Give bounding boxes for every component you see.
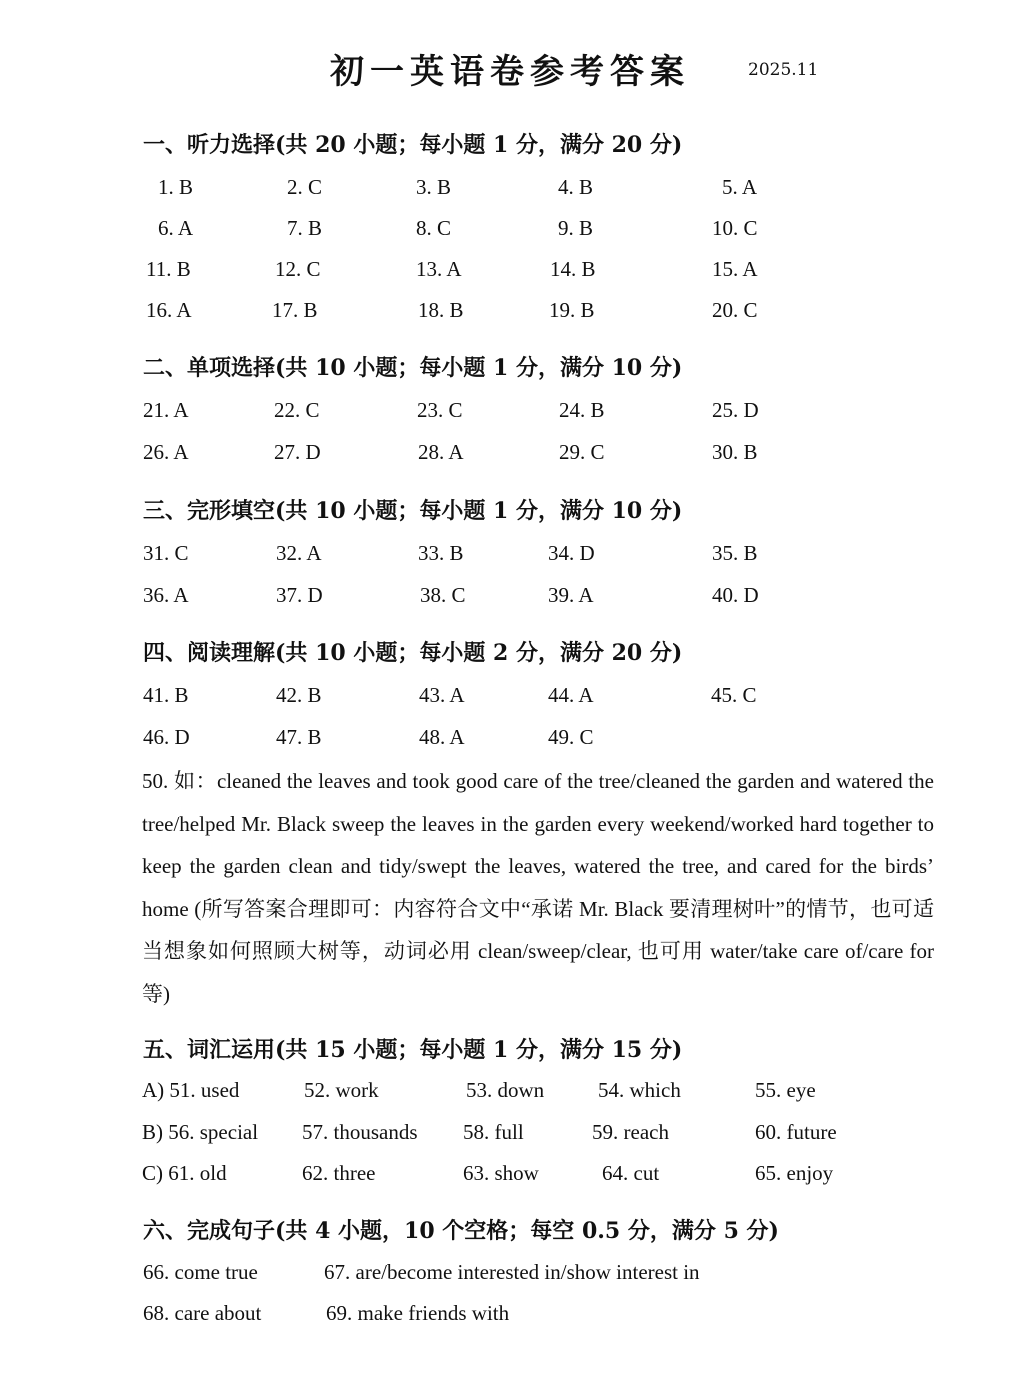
page-title: 初一英语卷参考答案 bbox=[330, 52, 690, 92]
answer-item: 17. B bbox=[272, 298, 318, 322]
answer-item: 38. C bbox=[420, 583, 466, 607]
answer-item: 6. A bbox=[158, 216, 194, 240]
answer-item: 13. A bbox=[416, 257, 462, 281]
section-6-heading: 六、完成句子(共 4 小题，10 个空格；每空 0.5 分，满分 5 分) bbox=[143, 1218, 779, 1244]
answer-item: 18. B bbox=[418, 298, 464, 322]
answer-item: 46. D bbox=[143, 725, 190, 749]
answer-item: 11. B bbox=[146, 257, 191, 281]
answer-item: 41. B bbox=[143, 683, 189, 707]
answer-item: 54. which bbox=[598, 1078, 681, 1102]
answer-row bbox=[0, 683, 1025, 713]
answer-item: 3. B bbox=[416, 175, 452, 199]
answer-item: 39. A bbox=[548, 583, 594, 607]
answer-item: 4. B bbox=[558, 175, 594, 199]
answer-item: 53. down bbox=[466, 1078, 545, 1102]
section-3-heading: 三、完形填空(共 10 小题；每小题 1 分，满分 10 分) bbox=[143, 498, 683, 524]
answer-row bbox=[0, 1120, 1025, 1150]
answer-item: 5. A bbox=[722, 175, 758, 199]
answer-item: 64. cut bbox=[602, 1161, 660, 1185]
answer-item: 45. C bbox=[711, 683, 757, 707]
answer-row bbox=[0, 583, 1025, 613]
answer-row bbox=[0, 1260, 1025, 1290]
answer-item: 44. A bbox=[548, 683, 594, 707]
answer-item: 47. B bbox=[276, 725, 322, 749]
answer-item: 66. come true bbox=[143, 1260, 258, 1284]
answer-row bbox=[0, 398, 1025, 428]
answer-item: 12. C bbox=[275, 257, 321, 281]
answer-item: 20. C bbox=[712, 298, 758, 322]
answer-item: 52. work bbox=[304, 1078, 379, 1102]
answer-row bbox=[0, 725, 1025, 755]
answer-row bbox=[0, 175, 1025, 205]
answer-row bbox=[0, 257, 1025, 287]
answer-item: 67. are/become interested in/show interest in bbox=[324, 1260, 700, 1284]
answer-item: 10. C bbox=[712, 216, 758, 240]
answer-item: 22. C bbox=[274, 398, 320, 422]
answer-item: 9. B bbox=[558, 216, 594, 240]
section-2-heading: 二、单项选择(共 10 小题；每小题 1 分，满分 10 分) bbox=[143, 355, 683, 381]
answer-item: 8. C bbox=[416, 216, 452, 240]
answer-row bbox=[0, 216, 1025, 246]
answer-item: 68. care about bbox=[143, 1301, 262, 1325]
question-50-answer: 50. 如：cleaned the leaves and took good care of the tree/cleaned the garden and watered the tree/helped Mr. Black sweep the leaves in the garden every weekend/worked hard together to keep the garden clean and tidy/swept the leaves, watered the tree, and cared for the birds’ home (所写答案合理即可：内容符合文中“承诺 Mr. Black 要清理树叶”的情节，也可适当想象如何照顾大树等，动词必用 clean/sweep/clear, 也可用 water/take care of/care for 等) bbox=[142, 769, 934, 1006]
answer-item: 32. A bbox=[276, 541, 322, 565]
answer-item: 57. thousands bbox=[302, 1120, 418, 1144]
answer-item: 29. C bbox=[559, 440, 605, 464]
answer-item: 48. A bbox=[419, 725, 465, 749]
answer-item: 63. show bbox=[463, 1161, 539, 1185]
answer-item: 24. B bbox=[559, 398, 605, 422]
answer-item: 40. D bbox=[712, 583, 759, 607]
answer-item: 59. reach bbox=[592, 1120, 669, 1144]
answer-item: 37. D bbox=[276, 583, 323, 607]
answer-item: A) 51. used bbox=[142, 1078, 240, 1102]
section-4-heading: 四、阅读理解(共 10 小题；每小题 2 分，满分 20 分) bbox=[143, 640, 683, 666]
answer-item: 15. A bbox=[712, 257, 758, 281]
answer-item: 58. full bbox=[463, 1120, 524, 1144]
answer-item: 33. B bbox=[418, 541, 464, 565]
answer-item: 27. D bbox=[274, 440, 321, 464]
exam-date: 2025.11 bbox=[748, 60, 819, 80]
answer-item: 69. make friends with bbox=[326, 1301, 510, 1325]
answer-item: 35. B bbox=[712, 541, 758, 565]
answer-item: 21. A bbox=[143, 398, 189, 422]
answer-item: 19. B bbox=[549, 298, 595, 322]
answer-item: 31. C bbox=[143, 541, 189, 565]
answer-item: 43. A bbox=[419, 683, 465, 707]
answer-item: 25. D bbox=[712, 398, 759, 422]
answer-row bbox=[0, 541, 1025, 571]
answer-row bbox=[0, 1161, 1025, 1191]
answer-row bbox=[0, 1301, 1025, 1331]
section-5-heading: 五、词汇运用(共 15 小题；每小题 1 分，满分 15 分) bbox=[143, 1037, 683, 1063]
answer-item: 26. A bbox=[143, 440, 189, 464]
answer-item: 60. future bbox=[755, 1120, 837, 1144]
answer-item: 1. B bbox=[158, 175, 194, 199]
answer-item: B) 56. special bbox=[142, 1120, 259, 1144]
answer-row bbox=[0, 440, 1025, 470]
answer-item: 28. A bbox=[418, 440, 464, 464]
answer-item: 23. C bbox=[417, 398, 463, 422]
answer-item: 34. D bbox=[548, 541, 595, 565]
answer-item: 30. B bbox=[712, 440, 758, 464]
answer-item: 62. three bbox=[302, 1161, 376, 1185]
answer-item: C) 61. old bbox=[142, 1161, 227, 1185]
section-1-heading: 一、听力选择(共 20 小题；每小题 1 分，满分 20 分) bbox=[143, 132, 683, 158]
answer-item: 42. B bbox=[276, 683, 322, 707]
answer-item: 14. B bbox=[550, 257, 596, 281]
answer-item: 49. C bbox=[548, 725, 594, 749]
answer-row bbox=[0, 1078, 1025, 1108]
answer-item: 36. A bbox=[143, 583, 189, 607]
answer-item: 65. enjoy bbox=[755, 1161, 834, 1185]
answer-row bbox=[0, 298, 1025, 328]
answer-item: 7. B bbox=[287, 216, 323, 240]
answer-item: 2. C bbox=[287, 175, 323, 199]
answer-item: 55. eye bbox=[755, 1078, 816, 1102]
answer-item: 16. A bbox=[146, 298, 192, 322]
